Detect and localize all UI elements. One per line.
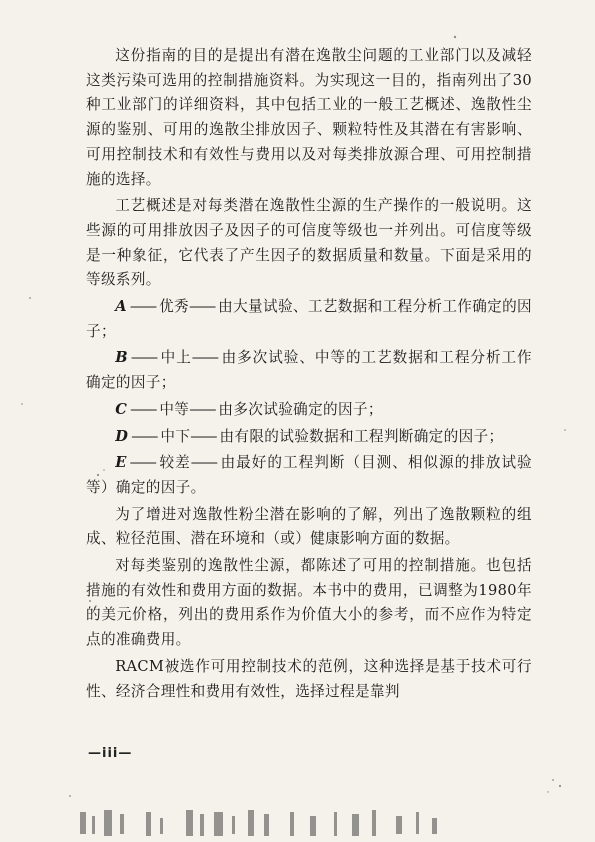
grade-description: 由最好的工程判断（目测、相似源的排放试验等）确定的因子。 (86, 454, 532, 496)
grade-item-c: C —— 中等—— 由多次试验确定的因子； (115, 400, 383, 418)
paragraph-purpose: 这份指南的目的是提出有潜在逸散尘问题的工业部门以及减轻这类污染可选用的控制措施资料。为实现这一目的，指南列出了30种工业部门的详细资料，其中包括工业的一般工艺概述、逸散性尘源的鉴别、可用的逸散尘排放因子、颗粒特性及其潜在有害影响、可用控制技术和有效性与费用以及对每类排放源合理、可用控制措施的选择。 (86, 47, 532, 188)
paragraph-racm: RACM被选作可用控制技术的范例，这种选择是基于技术可行性、经济合理性和费用有效性，选择过程是靠判 (86, 657, 532, 700)
paragraph-process-overview: 工艺概述是对每类潜在逸散性尘源的生产操作的一般说明。这些源的可用排放因子及因子的可信度等级也一并列出。可信度等级是一种象征，它代表了产生因子的数据质量和数量。下面是采用的等级系列。 (86, 197, 532, 289)
grade-letter: A (115, 298, 127, 316)
grade-letter: D (115, 427, 129, 445)
grade-letter: E (115, 454, 127, 472)
grade-description: 由大量试验、工艺数据和工程分析工作确定的因子； (86, 298, 533, 340)
grade-item-a: A —— 优秀—— 由大量试验、工艺数据和工程分析工作确定的因子； (86, 298, 533, 340)
body-text (86, 44, 532, 704)
grade-name: 优秀 (159, 298, 189, 316)
grade-description: 由多次试验确定的因子； (218, 400, 383, 418)
grade-item-d: D —— 中下—— 由有限的试验数据和工程判断确定的因子； (115, 427, 504, 445)
grade-name: 中上 (160, 349, 192, 367)
paragraph-control-measures: 对每类鉴别的逸散性尘源，都陈述了可用的控制措施。也包括措施的有效性和费用方面的数据。本书中的费用，已调整为1980年的美元价格，列出的费用系作为价值大小的参考，而不应作为特定点的准确费用。 (86, 557, 532, 649)
grade-item-e: E —— 较差—— 由最好的工程判断（目测、相似源的排放试验等）确定的因子。 (86, 454, 532, 496)
paragraph-particle-data: 为了增进对逸散性粉尘潜在影响的了解，列出了逸散颗粒的组成、粒径范围、潜在环境和（或）健康影响方面的数据。 (86, 505, 532, 548)
grade-name: 中等 (159, 400, 190, 418)
grade-name: 较差 (158, 454, 191, 472)
grade-name: 中下 (160, 427, 191, 445)
grade-letter: C (115, 400, 128, 418)
page-number: —iii— (88, 746, 133, 761)
grade-description: 由多次试验、中等的工艺数据和工程分析工作确定的因子； (86, 349, 532, 392)
grade-letter: B (115, 349, 128, 367)
grade-description: 由有限的试验数据和工程判断确定的因子； (219, 427, 504, 445)
grade-item-b: B —— 中上—— 由多次试验、中等的工艺数据和工程分析工作确定的因子； (86, 349, 532, 392)
